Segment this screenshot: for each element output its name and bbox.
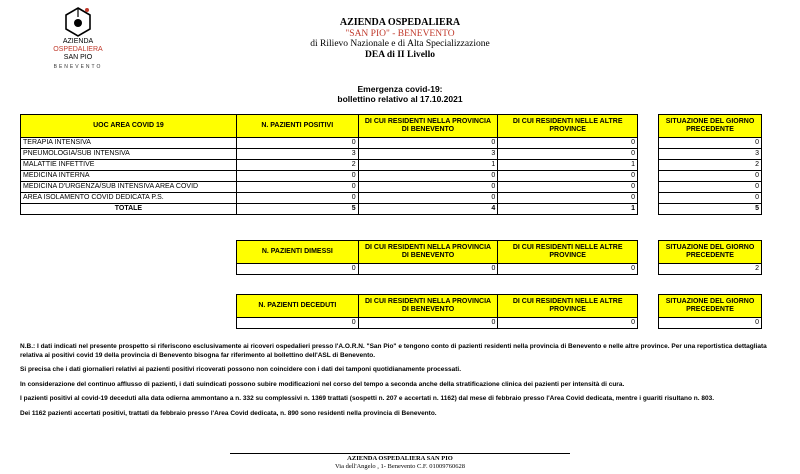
- footer-line2: Via dell'Angelo , 1- Benevento C.F. 01009760628: [334, 463, 466, 470]
- note-paragraph: N.B.: I dati indicati nel presente prospetto si riferiscono esclusivamente ai ricoveri ospedalieri presso l'A.O.R.N. "San Pio" e tengono conto di pazienti residenti nella provincia di Benevento e nelle altre province. Per una reportistica dettagliata relativa ai positivi covid 19 della provincia di Benevento bisogna far riferimento al bollettino dell'ASL di Benevento.: [20, 343, 767, 359]
- footer-line1: AZIENDA OSPEDALIERA SAN PIO: [347, 455, 453, 462]
- cell-value: 0: [498, 318, 638, 329]
- hexagon-logo-icon: [63, 6, 93, 38]
- table-row: [21, 182, 638, 193]
- row-label: MEDICINA D'URGENZA/SUB INTENSIVA AREA COVID: [21, 182, 237, 193]
- header-cell: N. PAZIENTI POSITIVI: [236, 115, 358, 138]
- cell-value: 0: [498, 138, 638, 149]
- cell-value: 2: [236, 160, 358, 171]
- positives-previous-table: [658, 114, 762, 215]
- logo-line2: OSPEDALIERA: [53, 46, 103, 53]
- row-label: MEDICINA INTERNA: [21, 171, 237, 182]
- header-cell: DI CUI RESIDENTI NELLE ALTRE PROVINCE: [498, 295, 638, 318]
- table-row: [237, 318, 638, 329]
- header-cell: DI CUI RESIDENTI NELLA PROVINCIA DI BENEVENTO: [358, 295, 498, 318]
- cell-value: 0: [237, 264, 359, 275]
- cell-value: 1: [498, 160, 638, 171]
- header-cell: DI CUI RESIDENTI NELLA PROVINCIA DI BENEVENTO: [358, 241, 498, 264]
- header-title: AZIENDA OSPEDALIERA: [339, 17, 461, 28]
- cell-value: 0: [498, 171, 638, 182]
- positives-table: [20, 114, 638, 215]
- cell-value: 0: [358, 171, 498, 182]
- cell-value: 0: [659, 318, 762, 329]
- total-value: 5: [236, 204, 358, 215]
- cell-value: 3: [358, 149, 498, 160]
- cell-value: 0: [358, 318, 498, 329]
- cell-value: 0: [236, 171, 358, 182]
- logo-line4: BENEVENTO: [53, 64, 103, 70]
- cell-value: 0: [659, 138, 762, 149]
- total-row: [21, 204, 638, 215]
- header-cell: UOC AREA COVID 19: [21, 115, 237, 138]
- cell-value: 0: [358, 193, 498, 204]
- header-subtitle: "SAN PIO" - BENEVENTO: [345, 28, 455, 39]
- bulletin-subtitle: bollettino relativo al 17.10.2021: [337, 94, 463, 104]
- cell-value: 0: [498, 149, 638, 160]
- table-row: [21, 138, 638, 149]
- total-value: 1: [498, 204, 638, 215]
- bulletin-heading: [240, 84, 560, 104]
- cell-value: 0: [237, 318, 359, 329]
- cell-value: 1: [358, 160, 498, 171]
- table-row: [21, 149, 638, 160]
- logo-line1: AZIENDA: [62, 38, 94, 45]
- discharged-previous-table: [658, 240, 762, 275]
- bulletin-title: Emergenza covid-19:: [357, 84, 443, 94]
- table-row: [21, 160, 638, 171]
- cell-value: 0: [236, 193, 358, 204]
- header-cell: DI CUI RESIDENTI NELLA PROVINCIA DI BENEVENTO: [358, 115, 498, 138]
- discharged-table: [236, 240, 638, 275]
- note-paragraph: Si precisa che i dati giornalieri relativi ai pazienti positivi ricoverati possono non coincidere con i dati dei tamponi quotidianamente processati.: [20, 366, 462, 373]
- row-label: AREA ISOLAMENTO COVID DEDICATA P.S.: [21, 193, 237, 204]
- cell-value: 0: [358, 264, 498, 275]
- cell-value: 2: [659, 264, 762, 275]
- cell-value: 0: [358, 182, 498, 193]
- cell-value: 2: [659, 160, 762, 171]
- total-label: TOTALE: [21, 204, 237, 215]
- header-cell: N. PAZIENTI DECEDUTI: [237, 295, 359, 318]
- header-cell: SITUAZIONE DEL GIORNO PRECEDENTE: [659, 241, 762, 264]
- cell-value: 0: [498, 193, 638, 204]
- cell-value: 0: [236, 138, 358, 149]
- document-header: [240, 18, 560, 60]
- header-cell: N. PAZIENTI DIMESSI: [237, 241, 359, 264]
- note-paragraph: Dei 1162 pazienti accertati positivi, trattati da febbraio presso l'Area Covid dedicata, n. 890 sono residenti nella provincia di Benevento.: [20, 409, 437, 417]
- cell-value: 3: [659, 149, 762, 160]
- header-line3: di Rilievo Nazionale e di Alta Specializzazione: [310, 39, 490, 49]
- table-row: [21, 171, 638, 182]
- header-cell: DI CUI RESIDENTI NELLE ALTRE PROVINCE: [498, 115, 638, 138]
- row-label: MALATTIE INFETTIVE: [21, 160, 237, 171]
- table-row: [237, 264, 638, 275]
- cell-value: 0: [659, 171, 762, 182]
- cell-value: 3: [236, 149, 358, 160]
- header-cell: SITUAZIONE DEL GIORNO PRECEDENTE: [659, 115, 762, 138]
- deceased-previous-table: [658, 294, 762, 329]
- note-paragraph: I pazienti positivi al covid-19 deceduti alla data odierna ammontano a n. 332 su complessivi n. 1369 trattati (sospetti n. 207 e accertati n. 1162) dal mese di febbraio presso l'Area Covid dedicata, mentre i guariti risultano n. 803.: [20, 395, 715, 402]
- row-label: PNEUMOLOGIA/SUB INTENSIVA: [21, 149, 237, 160]
- cell-value: 0: [498, 264, 638, 275]
- table-row: [21, 193, 638, 204]
- notes-section: [20, 343, 780, 424]
- logo-line3: SAN PIO: [63, 54, 93, 61]
- row-label: TERAPIA INTENSIVA: [21, 138, 237, 149]
- header-line4: DEA di II Livello: [365, 49, 435, 60]
- table-header-row: [21, 115, 638, 138]
- cell-value: 0: [358, 138, 498, 149]
- note-paragraph: In considerazione del continuo afflusso di pazienti, i dati suindicati possono subire modificazioni nel corso del tempo a seconda anche della stratificazione clinica dei pazienti per intensità di cura.: [20, 380, 625, 388]
- document-footer: [230, 453, 570, 471]
- cell-value: 0: [659, 182, 762, 193]
- header-cell: SITUAZIONE DEL GIORNO PRECEDENTE: [659, 295, 762, 318]
- total-value: 5: [659, 204, 762, 215]
- deceased-table: [236, 294, 638, 329]
- header-cell: DI CUI RESIDENTI NELLE ALTRE PROVINCE: [498, 241, 638, 264]
- cell-value: 0: [659, 193, 762, 204]
- hospital-logo: [38, 6, 118, 78]
- total-value: 4: [358, 204, 498, 215]
- cell-value: 0: [236, 182, 358, 193]
- cell-value: 0: [498, 182, 638, 193]
